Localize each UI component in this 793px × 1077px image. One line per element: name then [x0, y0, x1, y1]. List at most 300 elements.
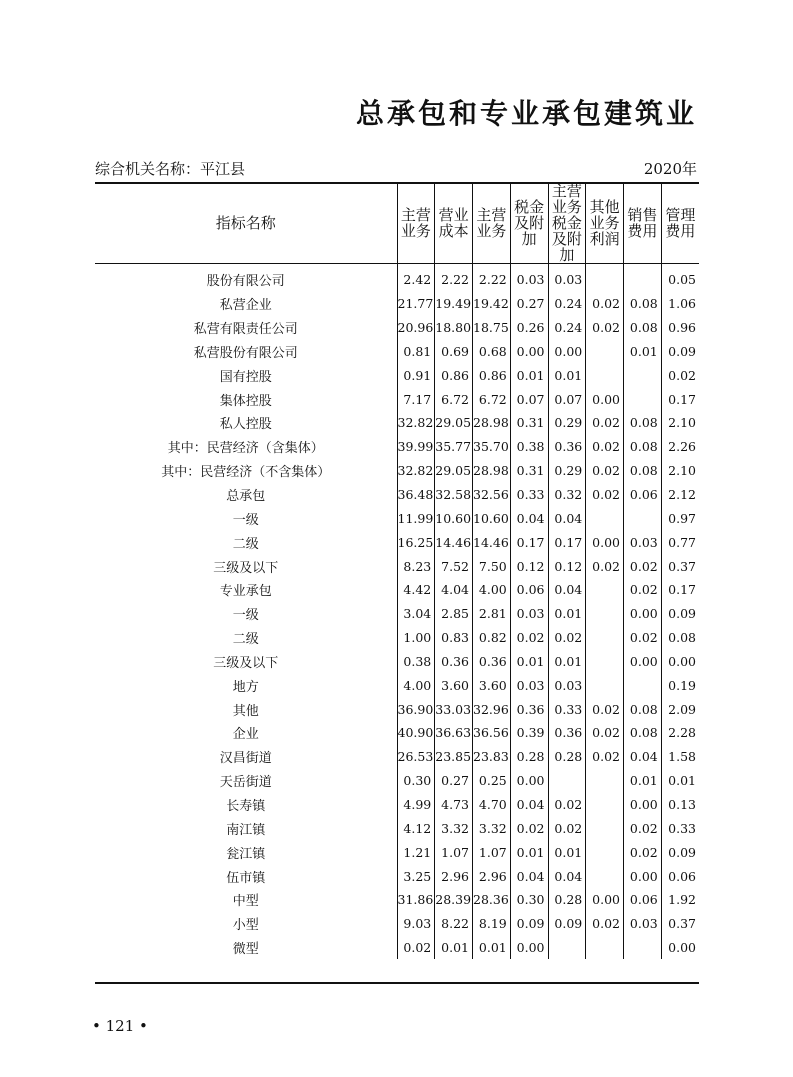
org-label: 综合机关名称：平江县	[95, 160, 246, 178]
row-label: 小型	[232, 918, 259, 934]
table-cell: 0.36	[510, 697, 548, 721]
table-cell: 2.96	[435, 864, 473, 888]
column-header: 主营业务	[397, 183, 435, 264]
table-cell: 0.02	[548, 816, 586, 840]
table-cell: 8.22	[435, 912, 473, 936]
table-cell	[586, 840, 624, 864]
table-cell: 14.46	[473, 530, 511, 554]
table-cell: 0.00	[510, 340, 548, 364]
table-cell: 0.05	[661, 264, 699, 292]
table-cell: 0.17	[661, 578, 699, 602]
table-row	[95, 816, 699, 840]
table-cell: 2.09	[661, 697, 699, 721]
table-cell: 0.91	[397, 363, 435, 387]
table-cell: 0.36	[435, 650, 473, 674]
page-number: • 121 •	[92, 1017, 148, 1035]
table-cell: 0.82	[473, 626, 511, 650]
table-cell: 0.12	[510, 554, 548, 578]
table-cell: 0.31	[510, 459, 548, 483]
table-cell: 0.08	[624, 459, 662, 483]
row-label: 三级及以下	[213, 560, 279, 576]
table-cell: 0.38	[510, 435, 548, 459]
table-cell	[624, 673, 662, 697]
table-cell	[586, 769, 624, 793]
table-cell: 2.12	[661, 483, 699, 507]
table-cell: 0.01	[510, 840, 548, 864]
row-label: 南江镇	[226, 822, 266, 838]
table-cell: 0.02	[586, 745, 624, 769]
table-cell: 0.04	[510, 864, 548, 888]
table-cell: 0.08	[624, 316, 662, 340]
table-cell: 0.33	[510, 483, 548, 507]
table-cell: 7.52	[435, 554, 473, 578]
table-cell: 0.09	[661, 602, 699, 626]
column-header: 其他业务利润	[586, 183, 624, 264]
table-cell	[586, 864, 624, 888]
table-cell: 0.02	[510, 816, 548, 840]
row-label: 伍市镇	[226, 870, 266, 886]
table-cell	[586, 816, 624, 840]
data-table	[95, 183, 699, 959]
table-cell: 0.00	[624, 793, 662, 817]
row-label: 三级及以下	[213, 655, 279, 671]
table-cell: 0.04	[548, 506, 586, 530]
table-cell: 0.09	[510, 912, 548, 936]
table-cell: 0.28	[510, 745, 548, 769]
table-cell: 3.60	[473, 673, 511, 697]
table-body	[95, 264, 699, 960]
row-label: 一级	[232, 512, 259, 528]
table-cell: 0.24	[548, 292, 586, 316]
table-cell: 0.02	[586, 697, 624, 721]
table-row	[95, 864, 699, 888]
table-cell: 0.00	[661, 650, 699, 674]
table-cell: 1.07	[473, 840, 511, 864]
table-cell: 7.17	[397, 387, 435, 411]
table-cell: 35.70	[473, 435, 511, 459]
table-cell: 0.77	[661, 530, 699, 554]
table-cell: 0.08	[624, 435, 662, 459]
table-cell: 0.00	[586, 530, 624, 554]
table-cell: 3.32	[473, 816, 511, 840]
table-cell: 2.96	[473, 864, 511, 888]
table-row	[95, 435, 699, 459]
table-cell: 0.09	[548, 912, 586, 936]
table-cell: 0.09	[661, 340, 699, 364]
table-cell	[586, 793, 624, 817]
table-cell: 0.08	[661, 626, 699, 650]
table-cell: 0.00	[510, 769, 548, 793]
table-cell	[624, 506, 662, 530]
table-cell: 4.00	[397, 673, 435, 697]
column-header: 销售费用	[624, 183, 662, 264]
table-cell: 0.02	[510, 626, 548, 650]
table-row	[95, 483, 699, 507]
table-row	[95, 840, 699, 864]
table-cell	[586, 340, 624, 364]
table-cell: 0.29	[548, 459, 586, 483]
row-label: 中型	[232, 894, 259, 910]
table-cell: 9.03	[397, 912, 435, 936]
table-cell: 4.42	[397, 578, 435, 602]
table-cell: 0.02	[586, 483, 624, 507]
row-label: 企业	[232, 727, 259, 743]
row-label: 其中：民营经济（含集体）	[167, 441, 324, 457]
table-cell: 0.02	[624, 554, 662, 578]
table-cell: 31.86	[397, 888, 435, 912]
column-header: 营业成本	[435, 183, 473, 264]
row-label: 专业承包	[219, 584, 272, 600]
table-cell: 0.01	[548, 602, 586, 626]
row-label: 其中：民营经济（不含集体）	[161, 465, 331, 481]
table-cell: 10.60	[435, 506, 473, 530]
table-cell: 0.96	[661, 316, 699, 340]
table-cell: 8.23	[397, 554, 435, 578]
table-cell: 32.56	[473, 483, 511, 507]
table-cell: 3.32	[435, 816, 473, 840]
table-cell: 0.24	[548, 316, 586, 340]
table-cell: 32.82	[397, 459, 435, 483]
row-label: 天岳街道	[219, 775, 272, 791]
page-title: 总承包和专业承包建筑业	[355, 97, 697, 130]
row-label: 总承包	[226, 489, 266, 505]
table-cell: 0.26	[510, 316, 548, 340]
table-cell: 33.03	[435, 697, 473, 721]
table-cell: 1.21	[397, 840, 435, 864]
table-row	[95, 363, 699, 387]
table-cell: 0.00	[586, 888, 624, 912]
table-cell: 0.68	[473, 340, 511, 364]
row-label: 其他	[232, 703, 259, 719]
table-cell	[548, 769, 586, 793]
row-label: 长寿镇	[226, 798, 266, 814]
table-cell: 36.90	[397, 697, 435, 721]
table-cell: 0.01	[473, 936, 511, 960]
row-label: 私人控股	[219, 417, 272, 433]
row-label: 私营有限责任公司	[193, 322, 298, 338]
table-cell: 29.05	[435, 459, 473, 483]
table-row	[95, 888, 699, 912]
table-cell: 2.22	[473, 264, 511, 292]
row-label: 瓮江镇	[226, 846, 266, 862]
table-cell: 0.02	[624, 626, 662, 650]
table-row	[95, 673, 699, 697]
table-cell: 0.00	[661, 936, 699, 960]
table-cell: 0.08	[624, 721, 662, 745]
table-cell: 0.01	[435, 936, 473, 960]
table-cell: 0.00	[624, 602, 662, 626]
table-cell: 0.69	[435, 340, 473, 364]
table-cell: 0.06	[624, 888, 662, 912]
table-row	[95, 340, 699, 364]
table-cell	[586, 506, 624, 530]
table-cell: 0.33	[548, 697, 586, 721]
table-cell: 0.03	[510, 602, 548, 626]
table-cell: 0.02	[661, 363, 699, 387]
table-cell: 0.30	[510, 888, 548, 912]
column-header: 指标名称	[95, 183, 397, 264]
table-cell: 4.70	[473, 793, 511, 817]
row-label: 集体控股	[219, 393, 272, 409]
table-cell: 0.17	[661, 387, 699, 411]
table-cell: 0.09	[661, 840, 699, 864]
table-cell: 0.38	[397, 650, 435, 674]
table-cell: 32.96	[473, 697, 511, 721]
table-row	[95, 697, 699, 721]
table-cell: 40.90	[397, 721, 435, 745]
table-cell: 0.02	[624, 578, 662, 602]
table-cell: 0.02	[548, 793, 586, 817]
table-cell: 0.37	[661, 912, 699, 936]
table-cell: 1.00	[397, 626, 435, 650]
table-cell	[586, 602, 624, 626]
row-label: 汉昌街道	[219, 751, 272, 767]
year-label: 2020年	[643, 160, 697, 178]
table-cell: 0.08	[624, 697, 662, 721]
table-row	[95, 506, 699, 530]
table-cell: 6.72	[473, 387, 511, 411]
table-cell: 0.27	[435, 769, 473, 793]
table-cell: 0.81	[397, 340, 435, 364]
table-cell: 23.83	[473, 745, 511, 769]
table-cell: 0.30	[397, 769, 435, 793]
table-cell: 19.42	[473, 292, 511, 316]
table-cell: 23.85	[435, 745, 473, 769]
table-cell: 6.72	[435, 387, 473, 411]
table-row	[95, 578, 699, 602]
table-cell: 1.92	[661, 888, 699, 912]
table-row	[95, 459, 699, 483]
table-row	[95, 936, 699, 960]
table-cell: 0.03	[510, 264, 548, 292]
table-cell: 19.49	[435, 292, 473, 316]
table-cell	[586, 650, 624, 674]
table-cell: 0.02	[548, 626, 586, 650]
table-cell: 0.19	[661, 673, 699, 697]
row-label: 国有控股	[219, 369, 272, 385]
table-cell	[586, 936, 624, 960]
table-cell: 0.25	[473, 769, 511, 793]
table-cell: 1.58	[661, 745, 699, 769]
table-cell: 0.04	[624, 745, 662, 769]
table-cell	[586, 578, 624, 602]
table-row	[95, 650, 699, 674]
table-cell: 10.60	[473, 506, 511, 530]
table-cell: 0.36	[548, 721, 586, 745]
table-cell: 0.28	[548, 745, 586, 769]
table-cell: 3.04	[397, 602, 435, 626]
table-cell: 1.06	[661, 292, 699, 316]
table-cell	[548, 936, 586, 960]
table-cell: 21.77	[397, 292, 435, 316]
table-row	[95, 912, 699, 936]
table-cell: 28.39	[435, 888, 473, 912]
table-cell: 0.01	[624, 769, 662, 793]
table-cell	[586, 673, 624, 697]
table-cell: 0.01	[548, 650, 586, 674]
table-row	[95, 264, 699, 292]
table-row	[95, 316, 699, 340]
column-header: 主营业务	[473, 183, 511, 264]
table-cell: 28.36	[473, 888, 511, 912]
table-cell: 0.01	[661, 769, 699, 793]
table-cell	[586, 264, 624, 292]
table-cell: 0.04	[510, 506, 548, 530]
table-cell: 0.02	[586, 554, 624, 578]
table-cell: 0.86	[473, 363, 511, 387]
row-label: 二级	[232, 536, 259, 552]
table-row	[95, 769, 699, 793]
table-cell: 2.28	[661, 721, 699, 745]
table-cell: 26.53	[397, 745, 435, 769]
table-cell	[586, 626, 624, 650]
table-cell: 0.36	[473, 650, 511, 674]
table-cell: 0.00	[586, 387, 624, 411]
table-row	[95, 554, 699, 578]
table-cell: 36.48	[397, 483, 435, 507]
column-header: 主营业务税金及附加	[548, 183, 586, 264]
table-cell: 0.02	[397, 936, 435, 960]
table-cell	[586, 363, 624, 387]
table-cell: 0.02	[586, 721, 624, 745]
table-cell: 0.06	[661, 864, 699, 888]
table-cell: 0.86	[435, 363, 473, 387]
table-cell	[624, 936, 662, 960]
table-cell: 0.01	[510, 363, 548, 387]
column-header: 税金及附加	[510, 183, 548, 264]
table-cell: 0.33	[661, 816, 699, 840]
table-cell: 0.28	[548, 888, 586, 912]
table-cell: 0.07	[548, 387, 586, 411]
table-cell: 0.02	[586, 912, 624, 936]
table-cell: 29.05	[435, 411, 473, 435]
table-cell: 20.96	[397, 316, 435, 340]
table-cell: 16.25	[397, 530, 435, 554]
table-cell: 4.12	[397, 816, 435, 840]
table-cell: 2.10	[661, 459, 699, 483]
table-cell: 2.26	[661, 435, 699, 459]
table-cell: 32.58	[435, 483, 473, 507]
table-cell: 4.73	[435, 793, 473, 817]
table-cell: 0.03	[548, 673, 586, 697]
table-cell	[624, 387, 662, 411]
table-cell: 1.07	[435, 840, 473, 864]
table-row	[95, 530, 699, 554]
table-cell: 11.99	[397, 506, 435, 530]
table-cell: 0.17	[548, 530, 586, 554]
table-cell: 14.46	[435, 530, 473, 554]
table-cell: 7.50	[473, 554, 511, 578]
table-cell: 36.63	[435, 721, 473, 745]
table-cell: 0.02	[586, 292, 624, 316]
table-row	[95, 793, 699, 817]
table-cell: 32.82	[397, 411, 435, 435]
table-cell: 0.06	[624, 483, 662, 507]
table-cell: 0.02	[586, 411, 624, 435]
table-row	[95, 387, 699, 411]
table-cell: 36.56	[473, 721, 511, 745]
table-cell: 0.07	[510, 387, 548, 411]
table-cell: 2.10	[661, 411, 699, 435]
table-cell: 0.03	[548, 264, 586, 292]
table-cell: 0.01	[548, 840, 586, 864]
table-row	[95, 411, 699, 435]
table-cell: 0.04	[548, 578, 586, 602]
row-label: 地方	[232, 679, 259, 695]
table-cell: 0.08	[624, 292, 662, 316]
table-cell: 2.85	[435, 602, 473, 626]
table-cell: 0.00	[548, 340, 586, 364]
table-cell: 3.60	[435, 673, 473, 697]
table-cell: 0.13	[661, 793, 699, 817]
table-cell	[624, 363, 662, 387]
column-header: 管理费用	[661, 183, 699, 264]
table-cell: 0.37	[661, 554, 699, 578]
table-cell: 0.01	[624, 340, 662, 364]
table-cell	[624, 264, 662, 292]
table-cell: 0.01	[510, 650, 548, 674]
table-cell: 0.01	[548, 363, 586, 387]
header-row	[95, 183, 699, 264]
table-cell: 0.03	[624, 912, 662, 936]
table-row	[95, 626, 699, 650]
table-cell: 3.25	[397, 864, 435, 888]
table-cell: 0.00	[624, 864, 662, 888]
row-label: 微型	[232, 942, 259, 958]
table-cell: 35.77	[435, 435, 473, 459]
table-row	[95, 602, 699, 626]
bottom-rule	[95, 982, 699, 984]
table-cell: 0.02	[624, 816, 662, 840]
table-cell: 0.17	[510, 530, 548, 554]
table-cell: 0.00	[624, 650, 662, 674]
table-cell: 0.04	[510, 793, 548, 817]
table-cell: 4.04	[435, 578, 473, 602]
row-label: 私营股份有限公司	[193, 345, 298, 361]
table-cell: 0.08	[624, 411, 662, 435]
table-cell: 2.81	[473, 602, 511, 626]
table-cell: 39.99	[397, 435, 435, 459]
table-row	[95, 292, 699, 316]
row-label: 私营企业	[219, 298, 272, 314]
table-cell: 0.00	[510, 936, 548, 960]
table-cell: 0.83	[435, 626, 473, 650]
table-row	[95, 745, 699, 769]
row-label: 二级	[232, 632, 259, 648]
table-cell: 2.42	[397, 264, 435, 292]
table-cell: 2.22	[435, 264, 473, 292]
table-cell: 0.31	[510, 411, 548, 435]
table-cell: 4.99	[397, 793, 435, 817]
table-cell: 18.75	[473, 316, 511, 340]
table-cell: 0.02	[586, 435, 624, 459]
table-row	[95, 721, 699, 745]
meta-row	[95, 158, 697, 180]
table-cell: 0.03	[510, 673, 548, 697]
row-label: 一级	[232, 608, 259, 624]
row-label: 股份有限公司	[206, 274, 285, 290]
table-cell: 4.00	[473, 578, 511, 602]
table-cell: 0.02	[624, 840, 662, 864]
table-cell: 0.06	[510, 578, 548, 602]
table-cell: 0.03	[624, 530, 662, 554]
table-cell: 0.27	[510, 292, 548, 316]
table-cell: 0.29	[548, 411, 586, 435]
table-cell: 0.39	[510, 721, 548, 745]
table-cell: 0.02	[586, 316, 624, 340]
table-cell: 8.19	[473, 912, 511, 936]
table-cell: 28.98	[473, 459, 511, 483]
